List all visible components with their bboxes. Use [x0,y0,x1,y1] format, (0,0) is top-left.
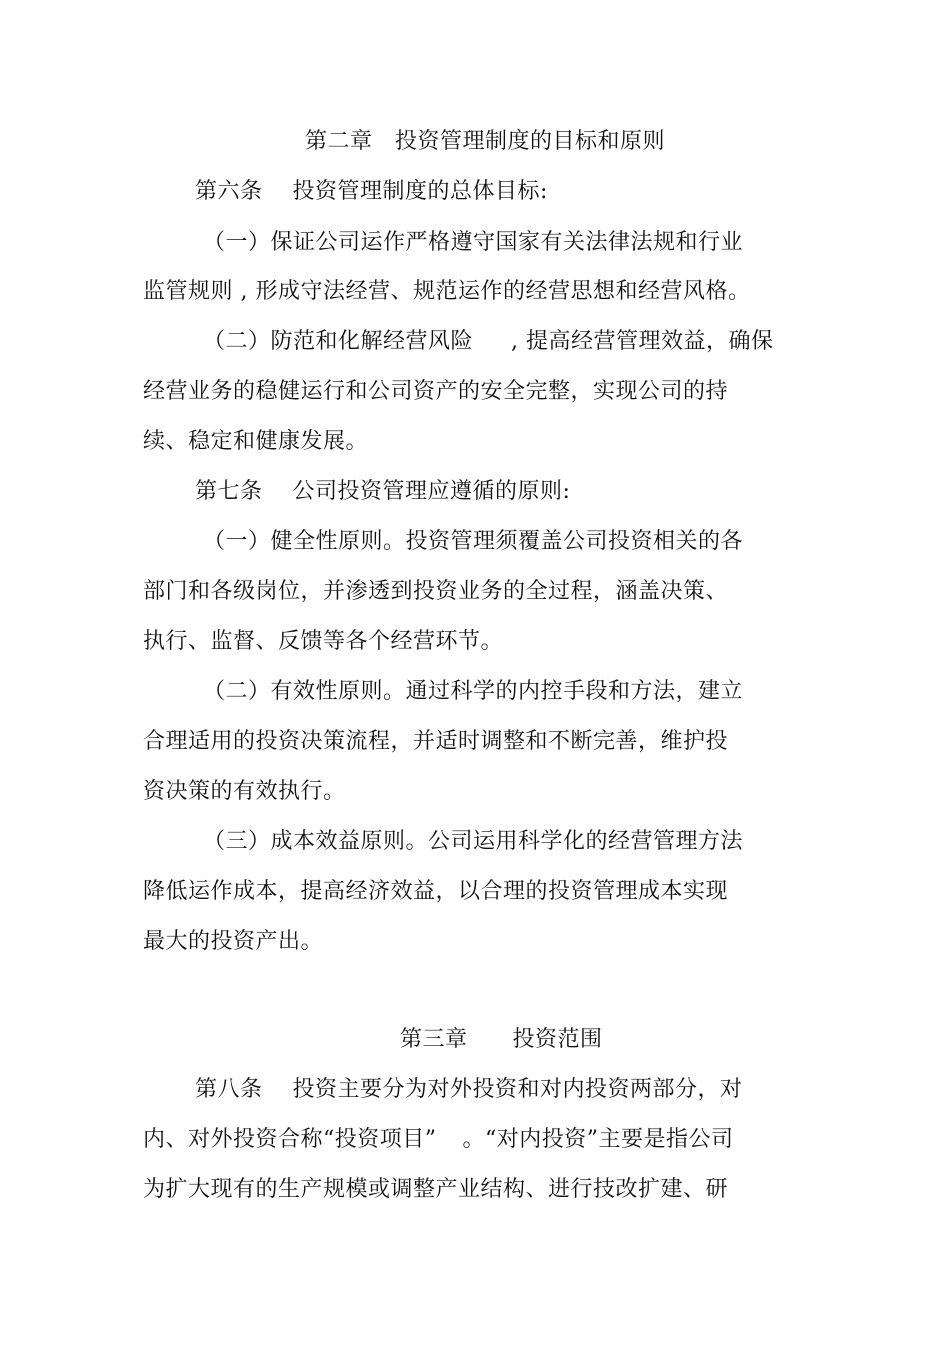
art8-line2-part-a: 内、对外投资合称“投资项目” [143,1127,437,1152]
art7-item2-line2: 合理适用的投资决策流程，并适时调整和不断完善，维护投 [143,729,729,754]
art7-item1-line1: （一）健全性原则。投资管理须覆盖公司投资相关的各 [203,529,744,554]
art8-line1: 第八条 投资主要分为对外投资和对内投资两部分，对 [195,1077,743,1102]
art6-item2-line1-part-b: , 提高经营管理效益，确保 [511,329,774,354]
chapter-3-title: 第三章 投资范围 [400,1027,603,1052]
art6-item2-line2: 经营业务的稳健运行和公司资产的安全完整，实现公司的持 [143,379,729,404]
art6-item1-line1: （一）保证公司运作严格遵守国家有关法律法规和行业 [203,230,744,255]
art6-item2-line3: 续、稳定和健康发展。 [143,429,369,454]
art7-item2-line1: （二）有效性原则。通过科学的内控手段和方法，建立 [203,679,744,704]
art7-item3-line3: 最大的投资产出。 [143,929,324,954]
art7-item1-line2: 部门和各级岗位，并渗透到投资业务的全过程，涵盖决策、 [143,579,729,604]
art6-item2-line1 [203,327,774,357]
art6-item2-line1-part-a: （二）防范和化解经营风险 [203,329,474,354]
art7-item3-line1: （三）成本效益原则。公司运用科学化的经营管理方法 [203,829,744,854]
art8-line2 [143,1125,734,1155]
article-6-heading: 第六条 投资管理制度的总体目标: [195,179,548,204]
art7-item1-line3: 执行、监督、反馈等各个经营环节。 [143,629,504,654]
art8-line2-part-b: 。“对内投资”主要是指公司 [462,1127,734,1152]
article-7-heading: 第七条 公司投资管理应遵循的原则: [195,479,571,504]
art7-item2-line3: 资决策的有效执行。 [143,779,346,804]
art6-item1-line2: 监管规则 , 形成守法经营、规范运作的经营思想和经营风格。 [143,279,751,304]
chapter-2-title: 第二章 投资管理制度的目标和原则 [305,129,665,154]
art7-item3-line2: 降低运作成本，提高经济效益，以合理的投资管理成本实现 [143,879,729,904]
art8-line3: 为扩大现有的生产规模或调整产业结构、进行技改扩建、研 [143,1177,729,1202]
